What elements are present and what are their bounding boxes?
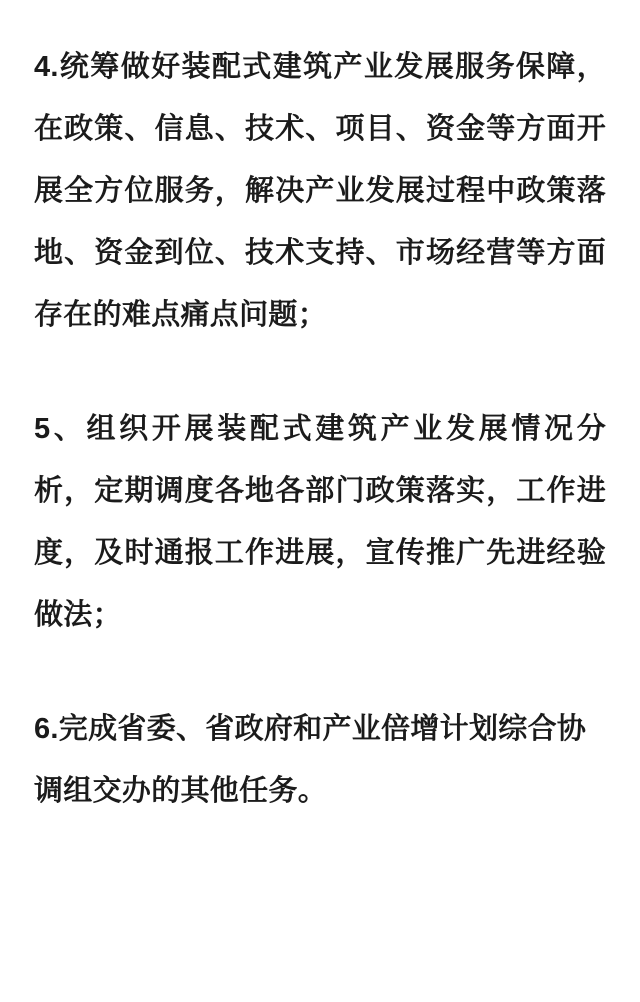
paragraph-item-4: 4.统筹做好装配式建筑产业发展服务保障，在政策、信息、技术、项目、资金等方面开展全方位服务，解决产业发展过程中政策落地、资金到位、技术支持、市场经营等方面存在的难点痛点问题； [34, 51, 606, 331]
paragraph-item-5: 5、组织开展装配式建筑产业发展情况分析，定期调度各地各部门政策落实，工作进度，及时通报工作进展，宣传推广先进经验做法； [34, 413, 606, 631]
paragraph-item-6: 6.完成省委、省政府和产业倍增计划综合协调组交办的其他任务。 [34, 713, 587, 807]
